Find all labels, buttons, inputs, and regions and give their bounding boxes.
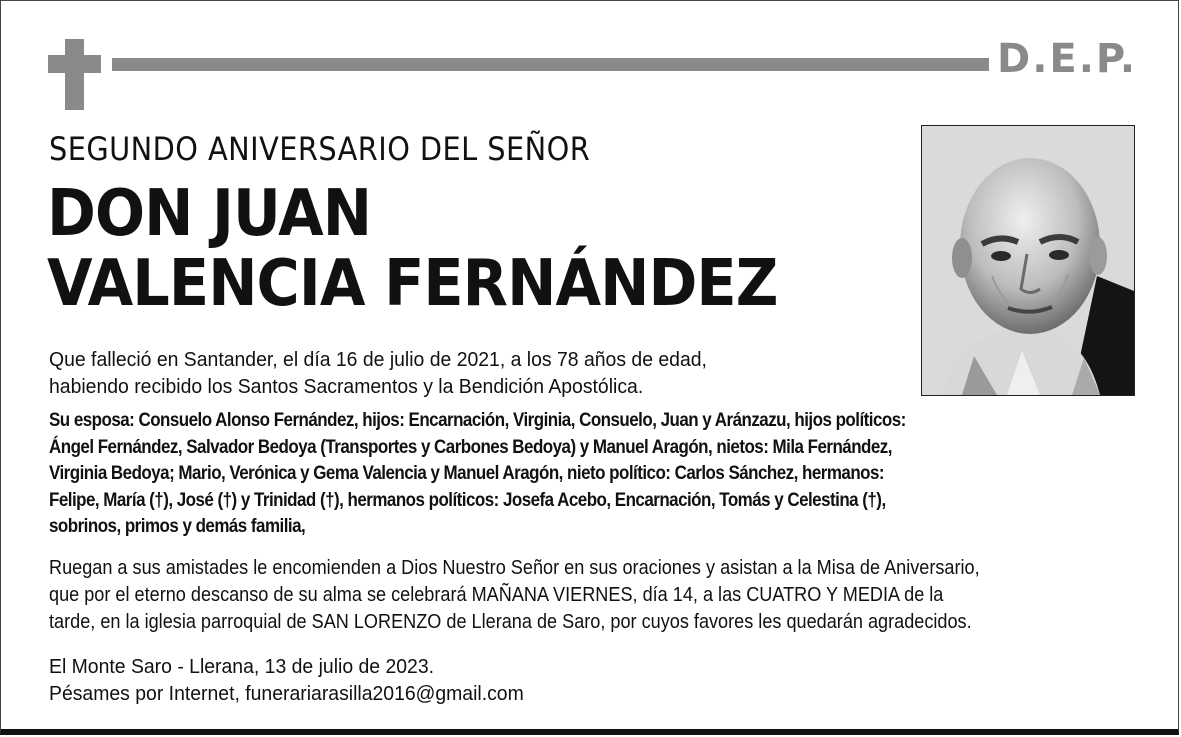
portrait-photo (921, 125, 1135, 396)
death-notice (49, 347, 883, 401)
anniversary-subtitle: SEGUNDO ANIVERSARIO DEL SEÑOR (49, 130, 591, 168)
family-line: Ángel Fernández, Salvador Bedoya (Transportes y Carbones Bedoya) y Manuel Aragón, nietos: Mila Fernández, (49, 435, 892, 458)
dep-mark: D.E.P. (997, 36, 1138, 82)
family-line: Su esposa: Consuelo Alonso Fernández, hijos: Encarnación, Virginia, Consuelo, Juan y Aránzazu, hijos políticos: (49, 409, 906, 431)
name-line-2: VALENCIA FERNÁNDEZ (47, 247, 778, 321)
request-line: que por el eterno descanso de su alma se celebrará MAÑANA VIERNES, día 14, a las CUATRO Y MEDIA de la (49, 584, 944, 606)
family-line: Felipe, María (†), José (†) y Trinidad (†), hermanos políticos: Josefa Acebo, Encarnación, Tomás y Celestina (†), (49, 488, 886, 511)
intro-line: habiendo recibido los Santos Sacramentos y la Bendición Apostólica. (49, 376, 644, 398)
deceased-name (47, 179, 777, 319)
request-line: Ruegan a sus amistades le encomienden a Dios Nuestro Señor en sus oraciones y asistan a la Misa de Aniversario, (49, 557, 980, 579)
name-line-1: DON JUAN (47, 177, 372, 251)
condolence-contact: Pésames por Internet, funerariarasilla2016@gmail.com (49, 683, 524, 705)
request-line: tarde, en la iglesia parroquial de SAN LORENZO de Llerana de Saro, por cuyos favores les quedarán agradecidos. (49, 611, 972, 633)
family-line: sobrinos, primos y demás familia, (49, 515, 306, 537)
place-date: El Monte Saro - Llerana, 13 de julio de 2023. (49, 656, 435, 678)
header-rule (112, 58, 989, 71)
family-list (49, 407, 1093, 540)
intro-line: Que falleció en Santander, el día 16 de julio de 2021, a los 78 años de edad, (49, 349, 707, 371)
mass-request (49, 555, 1135, 636)
footer (49, 654, 728, 708)
family-line: Virginia Bedoya; Mario, Verónica y Gema Valencia y Manuel Aragón, nieto político: Carlos Sánchez, hermanos: (49, 462, 885, 484)
